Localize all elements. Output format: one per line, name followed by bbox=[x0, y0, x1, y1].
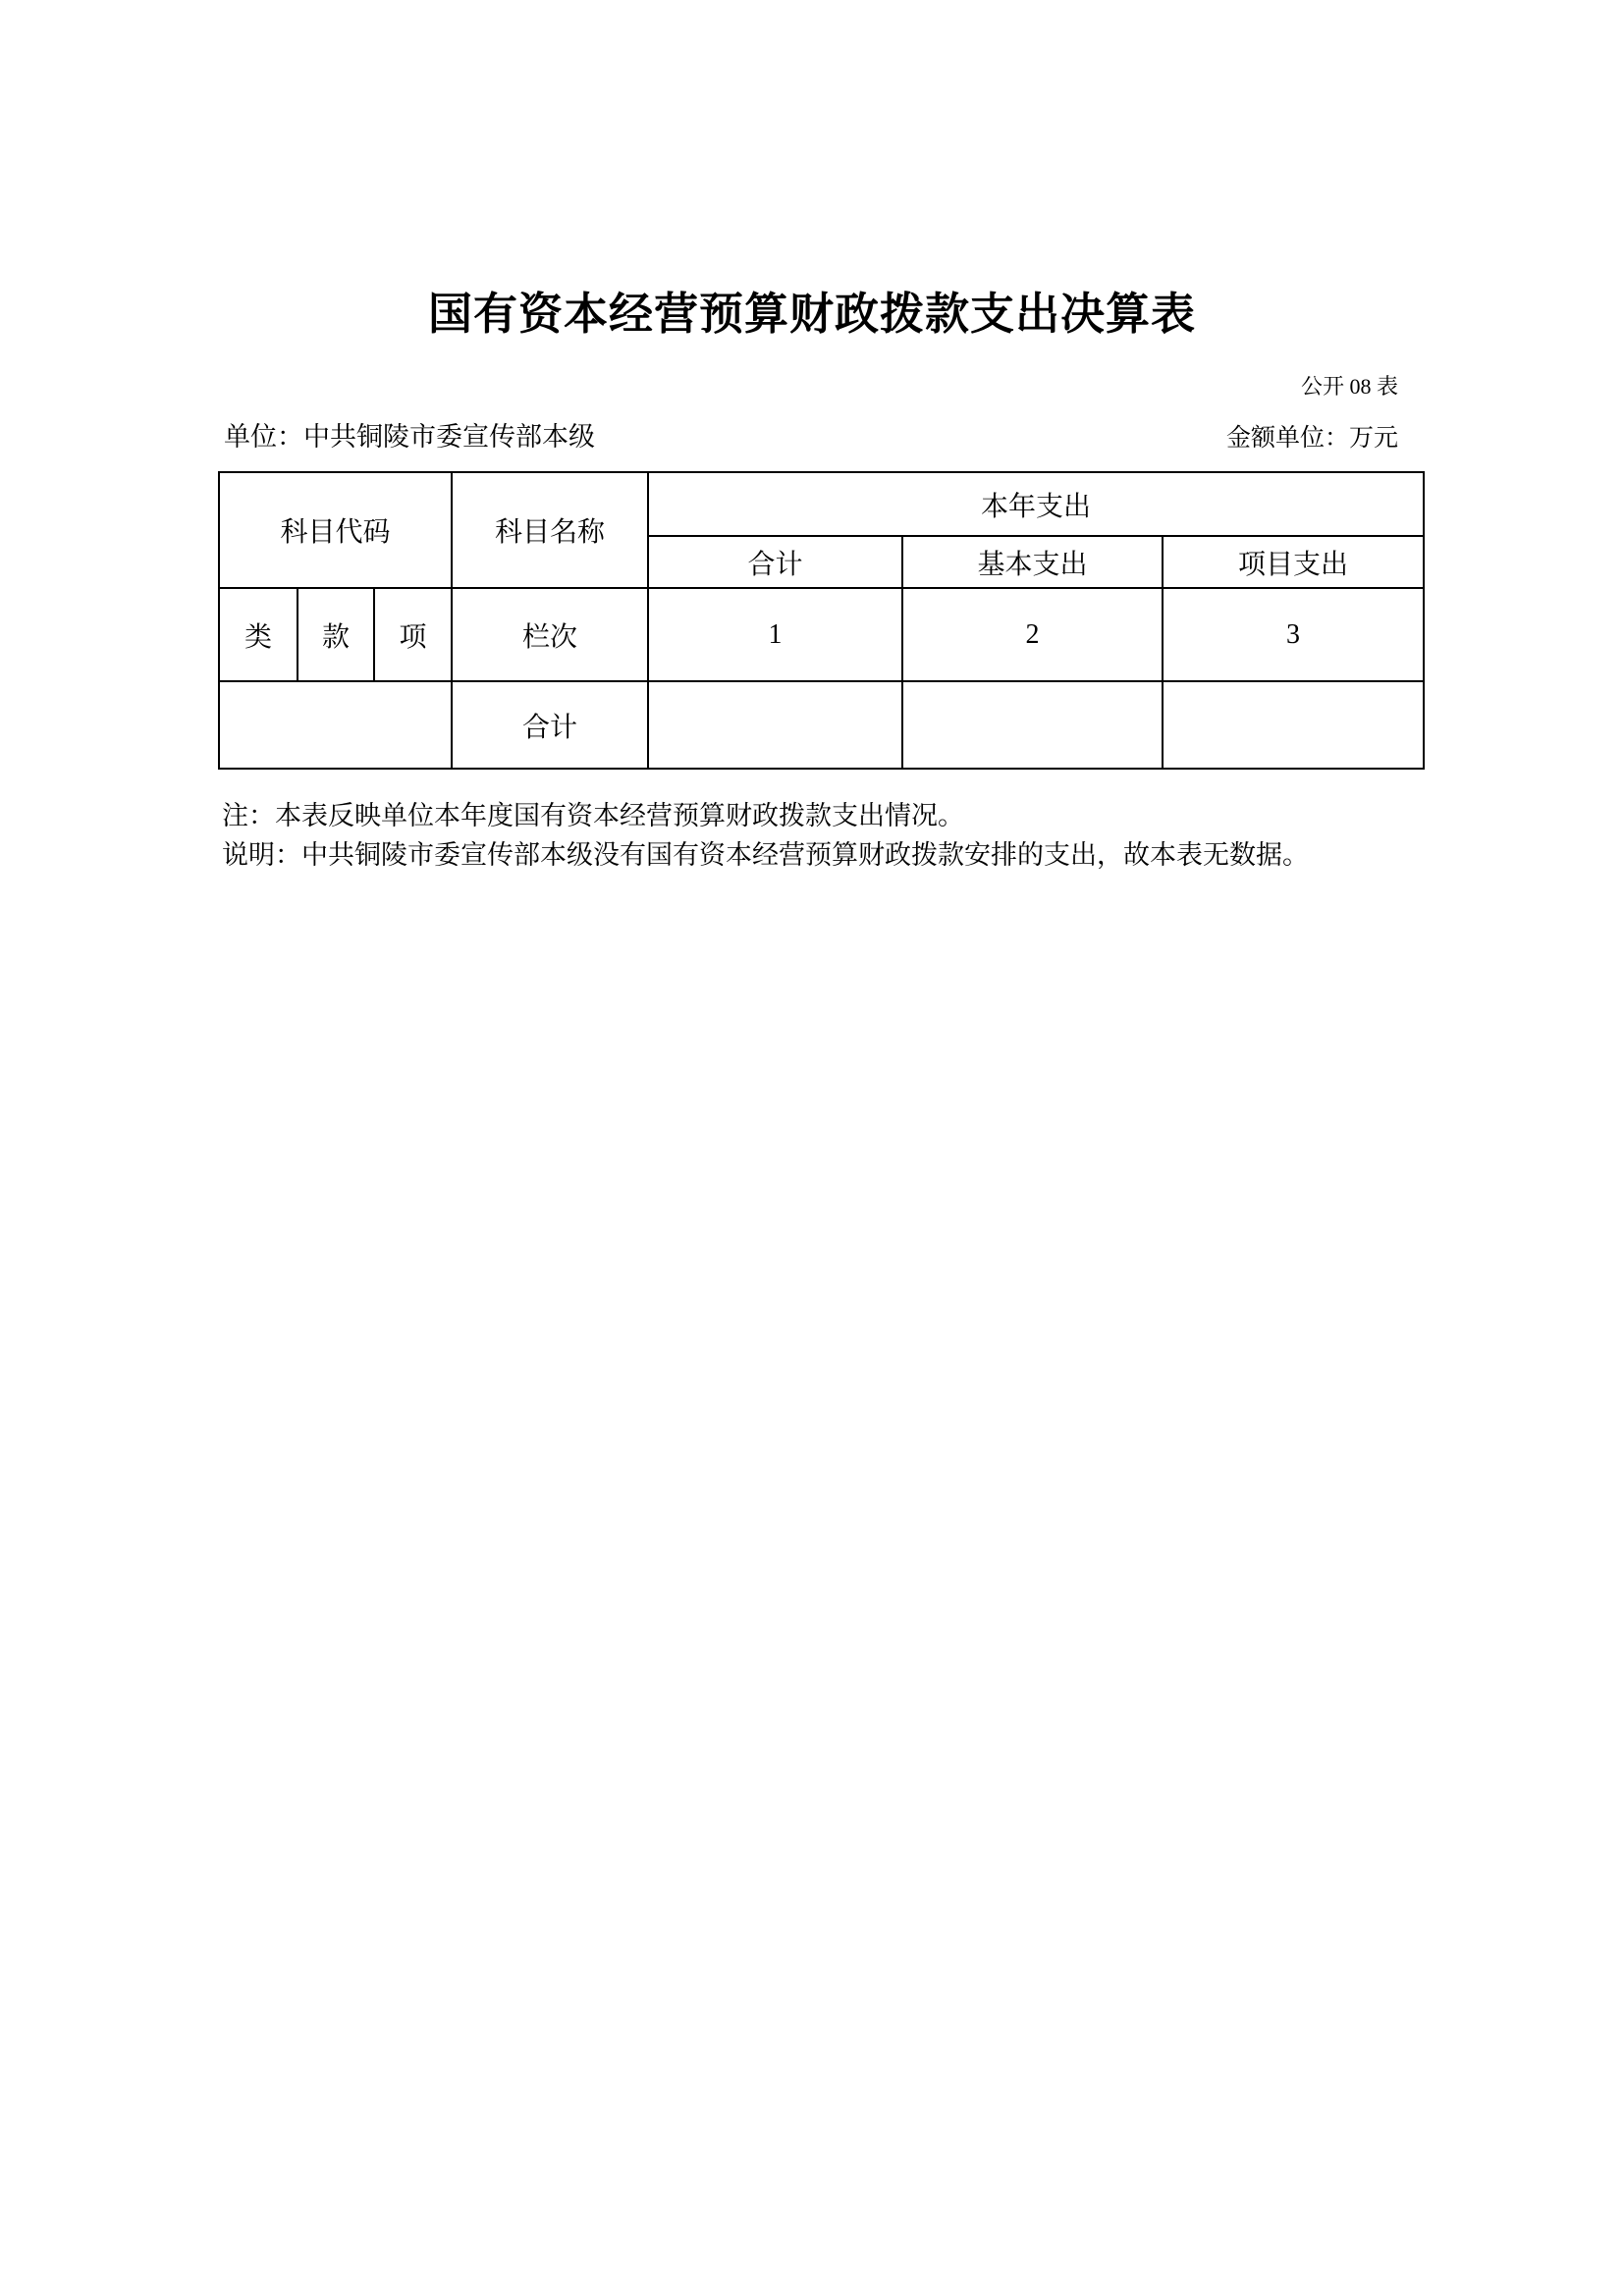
header-subject-code: 科目代码 bbox=[219, 472, 452, 588]
header-total: 合计 bbox=[648, 536, 902, 588]
cell-total-value bbox=[648, 681, 902, 769]
header-code-item: 项 bbox=[374, 588, 452, 681]
page-title: 国有资本经营预算财政拨款支出决算表 bbox=[427, 289, 1196, 339]
note-line-2: 说明：中共铜陵市委宣传部本级没有国有资本经营预算财政拨款安排的支出，故本表无数据。 bbox=[222, 840, 1309, 870]
table-header-row-1 bbox=[219, 472, 1424, 536]
header-current-year-expenditure: 本年支出 bbox=[648, 472, 1424, 536]
column-number-3: 3 bbox=[1163, 588, 1424, 681]
table-column-index-row bbox=[219, 588, 1424, 681]
expenditure-table bbox=[218, 471, 1425, 770]
note-line-1: 注：本表反映单位本年度国有资本经营预算财政拨款支出情况。 bbox=[222, 801, 964, 830]
header-code-class: 类 bbox=[219, 588, 298, 681]
header-subject-name: 科目名称 bbox=[452, 472, 648, 588]
footnotes bbox=[222, 796, 1459, 875]
table-row bbox=[219, 681, 1424, 769]
cell-project-value bbox=[1163, 681, 1424, 769]
header-basic-expenditure: 基本支出 bbox=[902, 536, 1163, 588]
header-code-section: 款 bbox=[298, 588, 374, 681]
amount-unit-label: 金额单位：万元 bbox=[1225, 424, 1398, 452]
reporting-unit-label: 单位：中共铜陵市委宣传部本级 bbox=[224, 422, 595, 452]
cell-basic-value bbox=[902, 681, 1163, 769]
form-code-label: 公开 08 表 bbox=[1300, 374, 1398, 399]
cell-code-value bbox=[219, 681, 452, 769]
header-column-label: 栏次 bbox=[452, 588, 648, 681]
cell-name-value: 合计 bbox=[452, 681, 648, 769]
column-number-1: 1 bbox=[648, 588, 902, 681]
column-number-2: 2 bbox=[902, 588, 1163, 681]
header-project-expenditure: 项目支出 bbox=[1163, 536, 1424, 588]
